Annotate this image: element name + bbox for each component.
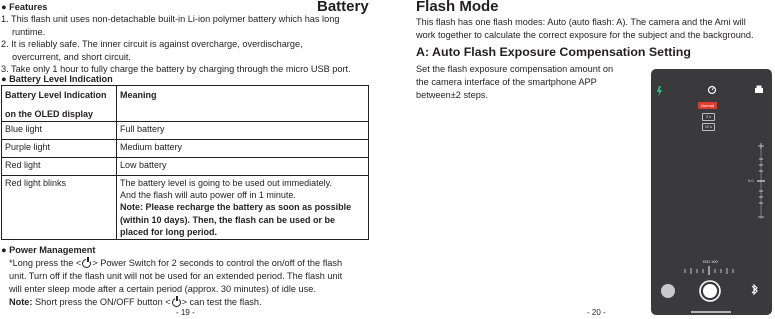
power-icon [172,298,181,307]
features-item-2: 2. It is reliably safe. The inner circuit is against overcharge, overdischarge, [1,39,303,49]
mode-b-chip[interactable]: 10 s [702,123,715,131]
section-title: A: Auto Flash Exposure Compensation Setting [416,45,691,59]
features-item-2-cont: overcurrent, and short circuit. [12,51,131,62]
iso-dial[interactable] [685,266,733,275]
bluetooth-icon[interactable] [752,285,757,294]
page-number-left: - 19 - [176,308,195,317]
shutter-button[interactable] [700,281,720,301]
table-last-meaning: The battery level is going to be used out immediately. And the flash will auto power off in 1 minute. Note: Please recharge the battery as soon as possible (within 10 days). Then, the flash can be used or be placed for long period. [117,176,369,240]
power-heading: ● Power Management [1,245,96,255]
exposure-value-label: 0.0 [748,178,754,183]
features-item-1: 1. This flash unit uses non-detachable built-in Li-ion polymer battery which has long [1,14,340,24]
battery-title: Battery [317,0,369,15]
table-row: Blue light Full battery [2,122,369,140]
battery-level-table [1,85,369,240]
page-number-right: - 20 - [587,308,606,317]
gallery-thumbnail[interactable] [661,284,675,298]
flash-icon[interactable] [657,86,662,97]
flash-mode-title: Flash Mode [416,0,499,15]
table-header-indicator: Battery Level Indication on the OLED display [2,86,117,122]
iso-label: ISO 100 [703,259,718,264]
print-icon[interactable] [755,86,763,94]
table-row: Red light blinks The battery level is going to be used out immediately. And the flash will auto power off in 1 minute. Note: Please recharge the battery as soon as possible (within 10 days). Then, the flash can be used or be placed for long period. [2,176,369,240]
timer-icon[interactable] [709,87,716,94]
mode-normal-chip[interactable]: Normal [698,102,717,109]
power-icon [82,259,91,268]
exposure-slider[interactable] [757,143,765,219]
table-row: Purple light Medium battery [2,140,369,158]
section-text: Set the flash exposure compensation amount on the camera interface of the smartphone APP between±2 steps. [416,64,614,100]
table-row: Red light Low battery [2,158,369,176]
features-item-3: 3. Take only 1 hour to fully charge the battery by charging through the micro USB port. [1,64,351,74]
features-item-1-cont: runtime. [12,26,46,37]
phone-screenshot [651,69,772,315]
table-header-meaning: Meaning [117,86,369,122]
power-paragraph: *Long press the < > Power Switch for 2 seconds to control the on/off of the flash unit. Turn off if the flash unit will not be used for an extended period. The flash unit will enter sleep mode after a certain period (approx. 30 minutes) of idle use. Note: Short press the ON/OFF button < > can test the flash. [9,257,343,307]
intro-line-2: work together to calculate the correct exposure for the subject and the background. [416,30,754,40]
intro-line-1: This flash has one flash modes: Auto (auto flash: A). The camera and the Ami will [416,17,746,27]
battery-level-heading: ● Battery Level Indication [1,74,113,84]
features-heading: ● Features [1,2,48,12]
mode-a-chip[interactable]: 3 s [702,113,715,121]
table-header-row [2,86,369,122]
